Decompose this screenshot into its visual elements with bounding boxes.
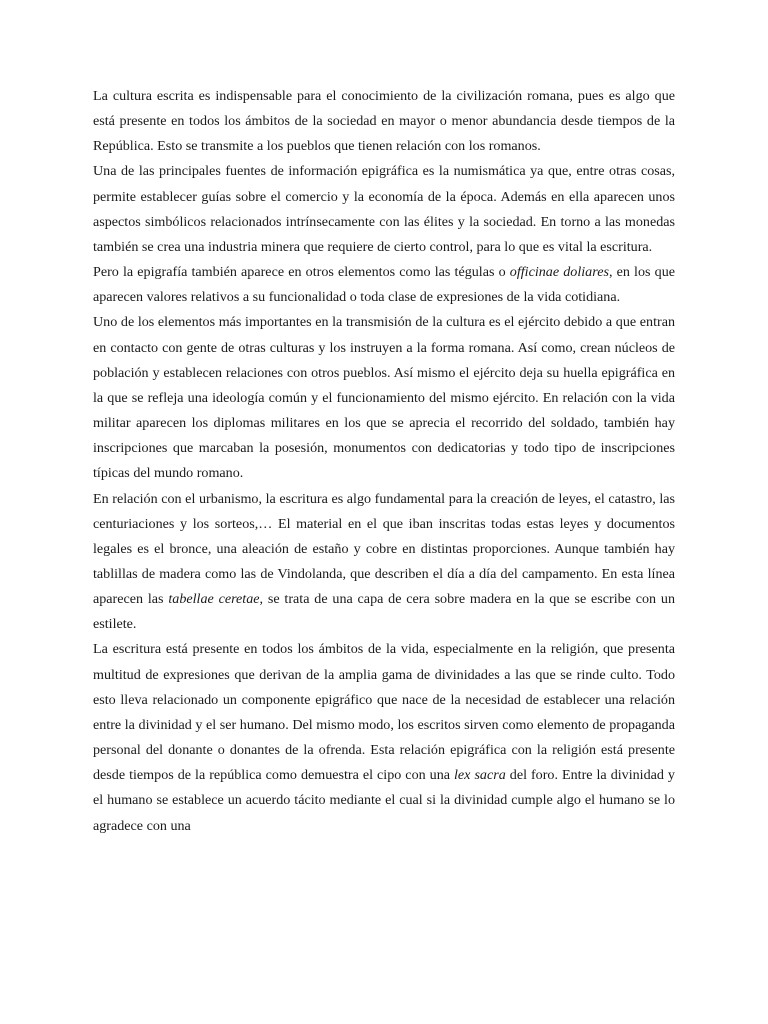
paragraph: [93, 84, 675, 159]
paragraph-text: La cultura escrita es indispensable para el conocimiento de la civilización romana, pues es algo que está presente en todos los ámbitos de la sociedad en mayor o menor abundancia desde tiempos de la República. Esto se transmite a los pueblos que tienen relación con los romanos.: [93, 88, 675, 155]
paragraph-text: La escritura está presente en todos los ámbitos de la vida, especialmente en la religión, que presenta multitud de expresiones que derivan de la amplia gama de divinidades a las que se rinde culto. Todo esto lleva relacionado un componente epigráfico que nace de la necesidad de establecer una relación entre la divinidad y el ser humano. Del mismo modo, los escritos sirven como elemento de propaganda personal del donante o donantes de la ofrenda. Esta relación epigráfica con la religión está presente desde tiempos de la república como demuestra el cipo con una: [93, 641, 675, 784]
paragraph: [93, 310, 675, 486]
body-text: [93, 84, 675, 839]
paragraph-text: En relación con el urbanismo, la escritura es algo fundamental para la creación de leyes, el catastro, las centuriaciones y los sorteos,… El material en el que iban inscritas todas estas leyes y documentos legales es el bronce, una aleación de estaño y cobre en distintas proporciones. Aunque también hay tablillas de madera como las de Vindolanda, que describen el día a día del campamento. En esta línea aparecen las: [93, 490, 675, 608]
paragraph-text: Uno de los elementos más importantes en la transmisión de la cultura es el ejército debido a que entran en contacto con gente de otras culturas y los instruyen a la forma romana. Así como, crean núcleos de población y establecen relaciones con otros pueblos. Así mismo el ejército deja su huella epigráfica en la que se refleja una ideología común y el funcionamiento del mismo ejército. En relación con la vida militar aparecen los diplomas militares en los que se aprecia el recorrido del soldado, también hay inscripciones que marcaban la posesión, monumentos con dedicatorias y todo tipo de inscripciones típicas del mundo romano.: [93, 314, 675, 482]
paragraph-text: Pero la epigrafía también aparece en otros elementos como las tégulas o: [93, 264, 510, 281]
italic-term: officinae doliares: [509, 264, 609, 281]
paragraph-text: Una de las principales fuentes de información epigráfica es la numismática ya que, entre otras cosas, permite establecer guías sobre el comercio y la economía de la época. Además en ella aparecen unos aspectos simbólicos relacionados intrínsecamente con las élites y la sociedad. En torno a las monedas también se crea una industria minera que requiere de cierto control, para lo que es vital la escritura.: [93, 163, 675, 255]
paragraph-text: , en los que aparecen valores relativos a su funcionalidad o toda clase de expresiones de la vida cotidiana.: [93, 264, 675, 306]
italic-term: lex sacra: [454, 767, 506, 784]
paragraph: [93, 159, 675, 260]
paragraph: [93, 487, 675, 638]
paragraph: [93, 637, 675, 838]
paragraph-text: del foro. Entre la divinidad y el humano se establece un acuerdo tácito mediante el cual si la divinidad cumple algo el humano se lo agradece con una: [93, 767, 675, 834]
italic-term: tabellae ceretae: [168, 591, 260, 608]
paragraph-text: , se trata de una capa de cera sobre madera en la que se escribe con un estilete.: [93, 591, 675, 633]
paragraph: [93, 260, 675, 310]
